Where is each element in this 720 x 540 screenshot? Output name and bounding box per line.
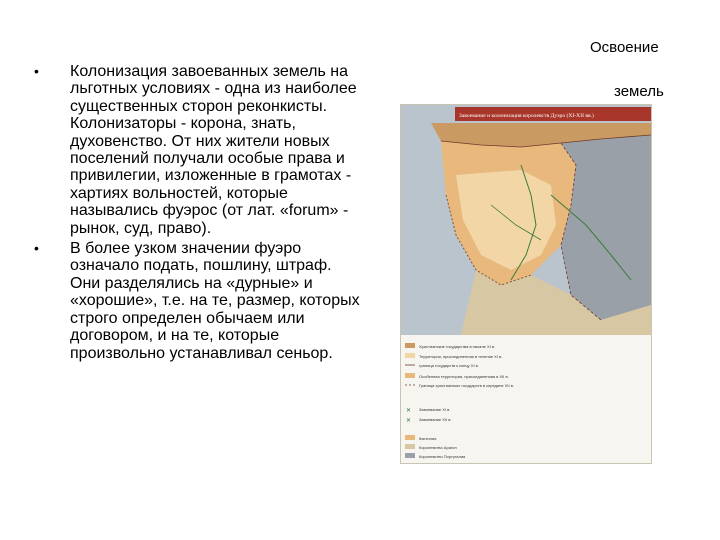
slide-title-line2: земель [614, 83, 664, 100]
legend-label: Завоевание XI в. [419, 407, 451, 412]
legend-label: Кастилия [419, 436, 437, 441]
legend-label: Христианские государства в начале XI в. [419, 344, 496, 349]
map-header-text: Завоевание и колонизация королевств Дуэро (XI-XII вв.) [459, 113, 594, 119]
slide-title-line1: Освоение [590, 39, 659, 56]
legend-label: Королевство Португалия [419, 454, 466, 459]
legend-label: Граница христианских государств в середине XII в. [419, 383, 515, 388]
bullet-dot-icon: • [34, 240, 39, 257]
legend-swatch [405, 353, 415, 358]
legend-swatch [405, 444, 415, 449]
legend-label: Территория, присоединенная в течение XI в. [419, 354, 503, 359]
legend-swatch [405, 373, 415, 378]
legend-swatch [405, 435, 415, 440]
legend-label: Королевство Арагон [419, 445, 457, 450]
bullet-dot-icon: • [34, 63, 39, 79]
legend-label: Завоевание XII в. [419, 417, 452, 422]
bullet-text: В более узком значении фуэро означало подать, пошлину, штраф. Они разделялись на «дурные» и «хорошие», т.е. на те, размер, которых строго определен обычаем или договором, и на те, которые произвольно устанавливал сеньор. [70, 240, 360, 362]
map-east-region [561, 135, 651, 320]
map-figure [400, 104, 652, 464]
legend-swatch [405, 453, 415, 458]
bullet-item [34, 63, 364, 237]
legend-label: граница государств к концу XI в. [419, 363, 479, 368]
legend-swatch: ✕ [406, 408, 412, 414]
bullet-list [34, 63, 364, 365]
legend-swatch [405, 343, 415, 348]
bullet-item [34, 240, 364, 362]
bullet-text: Колонизация завоеванных земель на льготных условиях - одна из наиболее существенных сторон реконкисты. Колонизаторы - корона, знать, духовенство. От них жители новых поселений получали особые права и привилегии, изложенные в грамотах - хартиях вольностей, которые назывались фуэрос (от лат. «forum» - рынок, суд, право). [70, 63, 357, 237]
legend-swatch: ✕ [406, 418, 412, 424]
legend-label: Особенная территория, присоединенная в XII в. [419, 374, 509, 379]
